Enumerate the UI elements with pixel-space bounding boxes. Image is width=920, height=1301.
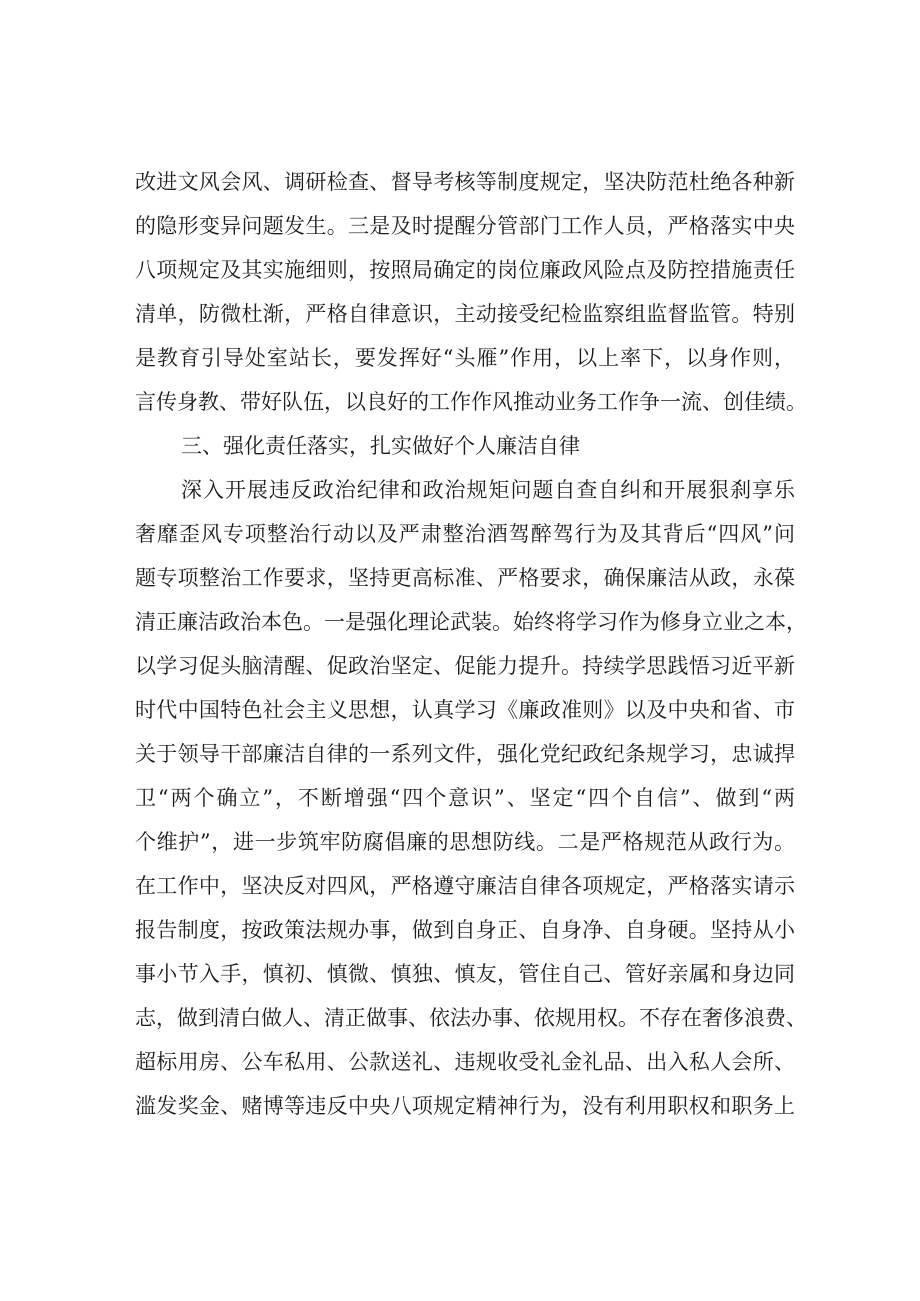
- paragraph-2-line-15: 滥发奖金、赌博等违反中央八项规定精神行为，没有利用职权和职务上: [135, 1094, 795, 1118]
- paragraph-2-line-1: 深入开展违反政治纪律和政治规矩问题自查自纠和开展狠刹享乐: [181, 478, 795, 502]
- paragraph-2-line-2: 奢靡歪风专项整治行动以及严肃整治酒驾醉驾行为及其背后“四风”问: [135, 522, 795, 546]
- paragraph-2-line-11: 报告制度，按政策法规办事，做到自身正、自身净、自身硬。坚持从小: [135, 918, 795, 942]
- paragraph-2-line-9: 个维护”，进一步筑牢防腐倡廉的思想防线。二是严格规范从政行为。: [135, 830, 795, 854]
- paragraph-2-line-8: 卫“两个确立”，不断增强“四个意识”、坚定“四个自信”、做到“两: [135, 786, 795, 810]
- paragraph-2-line-10: 在工作中，坚决反对四风，严格遵守廉洁自律各项规定，严格落实请示: [135, 874, 795, 898]
- paragraph-2-line-5: 以学习促头脑清醒、促政治坚定、促能力提升。持续学思践悟习近平新: [135, 654, 795, 678]
- paragraph-2-line-7: 关于领导干部廉洁自律的一系列文件，强化党纪政纪条规学习，忠诚捍: [135, 742, 795, 766]
- section-heading-3: 三、强化责任落实，扎实做好个人廉洁自律: [181, 434, 580, 458]
- paragraph-2-line-14: 超标用房、公车私用、公款送礼、违规收受礼金礼品、出入私人会所、: [135, 1050, 795, 1074]
- paragraph-2-line-4: 清正廉洁政治本色。一是强化理论武装。始终将学习作为修身立业之本，: [135, 610, 807, 634]
- paragraph-1-line-4: 清单，防微杜渐，严格自律意识，主动接受纪检监察组监督监管。特别: [135, 302, 795, 326]
- paragraph-2-line-3: 题专项整治工作要求，坚持更高标准、严格要求，确保廉洁从政，永葆: [135, 566, 795, 590]
- paragraph-1-line-5: 是教育引导处室站长，要发挥好“头雁”作用，以上率下，以身作则，: [135, 346, 795, 370]
- paragraph-1-line-3: 八项规定及其实施细则，按照局确定的岗位廉政风险点及防控措施责任: [135, 258, 795, 282]
- paragraph-2-line-12: 事小节入手，慎初、慎微、慎独、慎友，管住自己、管好亲属和身边同: [135, 962, 795, 986]
- paragraph-1-line-1: 改进文风会风、调研检查、督导考核等制度规定，坚决防范杜绝各种新: [135, 170, 795, 194]
- paragraph-2-line-6: 时代中国特色社会主义思想，认真学习《廉政准则》以及中央和省、市: [135, 698, 795, 722]
- paragraph-1-line-6: 言传身教、带好队伍，以良好的工作作风推动业务工作争一流、创佳绩。: [135, 390, 807, 414]
- paragraph-2-line-13: 志，做到清白做人、清正做事、依法办事、依规用权。不存在奢侈浪费、: [135, 1006, 807, 1030]
- paragraph-1-line-2: 的隐形变异问题发生。三是及时提醒分管部门工作人员，严格落实中央: [135, 214, 795, 238]
